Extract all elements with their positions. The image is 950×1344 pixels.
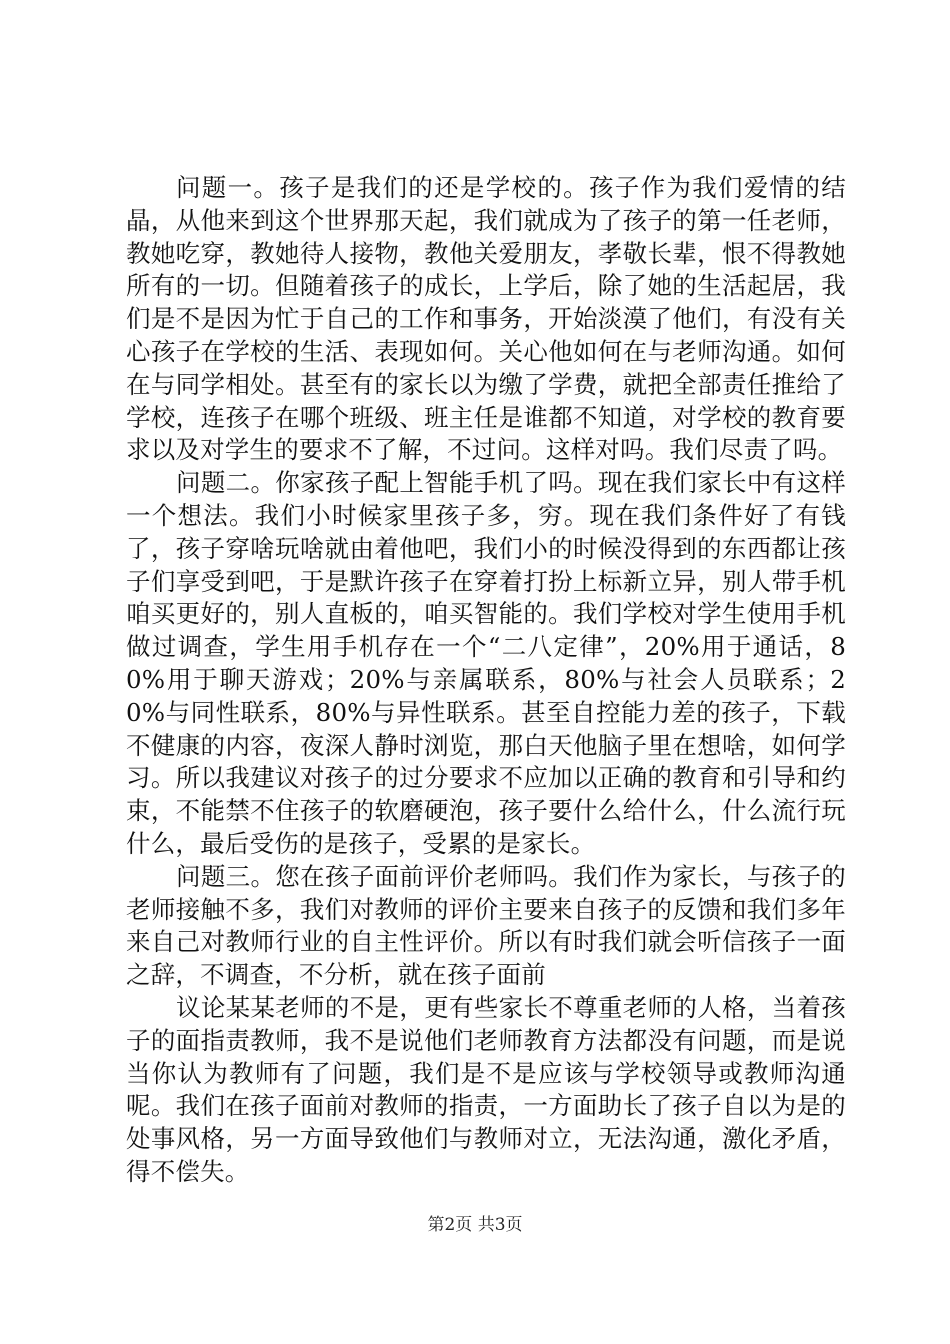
- paragraph-question-three: 问题三。您在孩子面前评价老师吗。我们作为家长，与孩子的老师接触不多，我们对教师的评价主要来自孩子的反馈和我们多年来自己对教师行业的自主性评价。所以有时我们就会听信孩子一面之辞，不调查，不分析，就在孩子面前: [126, 861, 846, 990]
- paragraph-question-one: 问题一。孩子是我们的还是学校的。孩子作为我们爱情的结晶，从他来到这个世界那天起，我们就成为了孩子的第一任老师，教她吃穿，教她待人接物，教他关爱朋友，孝敬长辈，恨不得教她所有的一切。但随着孩子的成长，上学后，除了她的生活起居，我们是不是因为忙于自己的工作和事务，开始淡漠了他们，有没有关心孩子在学校的生活、表现如何。关心他如何在与老师沟通。如何在与同学相处。甚至有的家长以为缴了学费，就把全部责任推给了学校，连孩子在哪个班级、班主任是谁都不知道，对学校的教育要求以及对学生的要求不了解，不过问。这样对吗。我们尽责了吗。: [126, 173, 846, 465]
- page-number-footer: 第2页 共3页: [427, 1215, 523, 1235]
- paragraph-question-three-continued: 议论某某老师的不是，更有些家长不尊重老师的人格，当着孩子的面指责教师，我不是说他们老师教育方法都没有问题，而是说当你认为教师有了问题，我们是不是应该与学校领导或教师沟通呢。我们在孩子面前对教师的指责，一方面助长了孩子自以为是的处事风格，另一方面导致他们与教师对立，无法沟通，激化矛盾，得不偿失。: [126, 992, 846, 1186]
- document-body: [126, 172, 846, 1189]
- paragraph-question-two: 问题二。你家孩子配上智能手机了吗。现在我们家长中有这样一个想法。我们小时候家里孩子多，穷。现在我们条件好了有钱了，孩子穿啥玩啥就由着他吧，我们小的时候没得到的东西都让孩子们享受到吧，于是默许孩子在穿着打扮上标新立异，别人带手机咱买更好的，别人直板的，咱买智能的。我们学校对学生使用手机做过调查，学生用手机存在一个“二八定律”，20%用于通话，80%用于聊天游戏；20%与亲属联系，80%与社会人员联系；20%与同性联系，80%与异性联系。甚至自控能力差的孩子，下载不健康的内容，夜深人静时浏览，那白天他脑子里在想啥，如何学习。所以我建议对孩子的过分要求不应加以正确的教育和引导和约束，不能禁不住孩子的软磨硬泡，孩子要什么给什么，什么流行玩什么，最后受伤的是孩子，受累的是家长。: [126, 468, 846, 858]
